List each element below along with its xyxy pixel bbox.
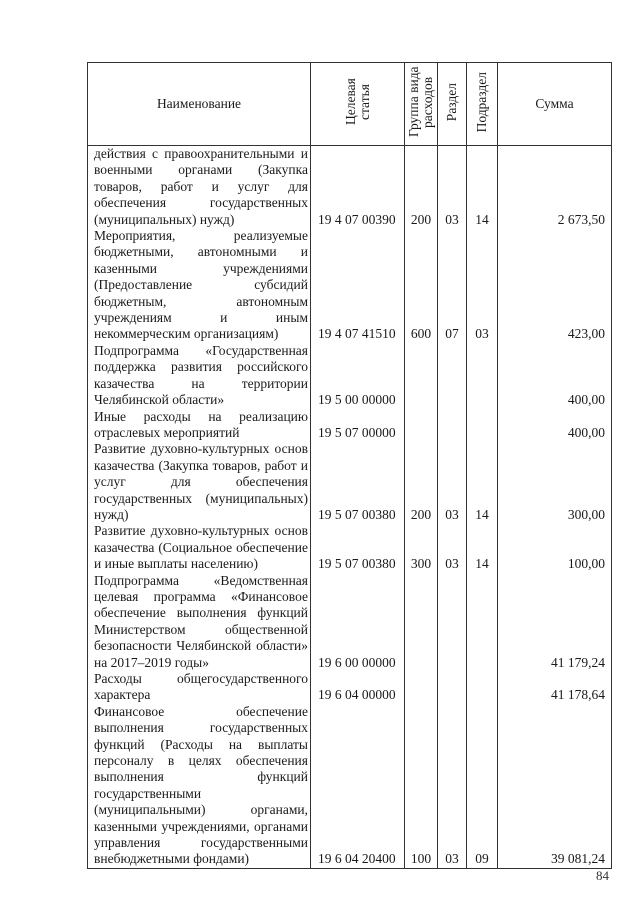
table-row	[88, 228, 612, 343]
header-section: Раздел	[438, 63, 467, 146]
row-sum: 41 178,64	[498, 671, 612, 704]
row-group: 600	[405, 228, 438, 343]
row-subsection: 14	[467, 523, 498, 572]
row-subsection	[467, 671, 498, 704]
row-name: Подпрограмма «Ведомственная целевая программа «Финансовое обеспечение выполнения функций Министерством общественной безопасности Челябинской области» на 2017–2019 годы»	[88, 573, 311, 671]
row-name: Мероприятия, реализуемые бюджетными, автономными и казенными учреждениями (Предоставление субсидий бюджетным, автономным учреждениям и иным некоммерческим организациям)	[88, 228, 311, 343]
row-section: 07	[438, 228, 467, 343]
row-section	[438, 343, 467, 409]
table-row	[88, 146, 612, 229]
row-group	[405, 409, 438, 442]
row-section	[438, 409, 467, 442]
row-article: 19 5 00 00000	[311, 343, 405, 409]
row-section: 03	[438, 146, 467, 229]
row-name: Развитие духовно-культурных основ казачества (Закупка товаров, работ и услуг для обеспечения государственных (муниципальных) нужд)	[88, 441, 311, 523]
table-row	[88, 441, 612, 523]
budget-table	[87, 62, 612, 869]
row-subsection: 03	[467, 228, 498, 343]
row-article: 19 6 04 00000	[311, 671, 405, 704]
row-group: 100	[405, 704, 438, 869]
table-row	[88, 704, 612, 869]
header-subsection: Подраздел	[467, 63, 498, 146]
row-group: 200	[405, 146, 438, 229]
row-sum: 2 673,50	[498, 146, 612, 229]
row-sum: 400,00	[498, 343, 612, 409]
row-article: 19 5 07 00380	[311, 441, 405, 523]
row-group	[405, 343, 438, 409]
row-name: Финансовое обеспечение выполнения государственных функций (Расходы на выплаты персоналу в целях обеспечения выполнения функций государственными (муниципальными) органами, казенными учреждениями, органами управления государственными внебюджетными фондами)	[88, 704, 311, 869]
row-name: Иные расходы на реализацию отраслевых мероприятий	[88, 409, 311, 442]
row-article: 19 4 07 41510	[311, 228, 405, 343]
row-subsection: 09	[467, 704, 498, 869]
page-number: 84	[596, 868, 609, 883]
row-sum: 39 081,24	[498, 704, 612, 869]
row-article: 19 6 00 00000	[311, 573, 405, 671]
budget-table-container	[87, 62, 611, 869]
row-name: Расходы общегосударственного характера	[88, 671, 311, 704]
row-name: Развитие духовно-культурных основ казачества (Социальное обеспечение и иные выплаты населению)	[88, 523, 311, 572]
row-section: 03	[438, 523, 467, 572]
row-section: 03	[438, 704, 467, 869]
row-sum: 423,00	[498, 228, 612, 343]
row-section: 03	[438, 441, 467, 523]
row-article: 19 5 07 00380	[311, 523, 405, 572]
row-name: действия с правоохранительными и военными органами (Закупка товаров, работ и услуг для обеспечения государственных (муниципальных) нужд)	[88, 146, 311, 229]
row-subsection	[467, 409, 498, 442]
row-name: Подпрограмма «Государственная поддержка развития российского казачества на территории Челябинской области»	[88, 343, 311, 409]
row-subsection: 14	[467, 146, 498, 229]
row-subsection: 14	[467, 441, 498, 523]
row-article: 19 4 07 00390	[311, 146, 405, 229]
table-body	[88, 146, 612, 869]
row-sum: 100,00	[498, 523, 612, 572]
table-row	[88, 409, 612, 442]
row-group: 300	[405, 523, 438, 572]
row-group	[405, 671, 438, 704]
header-sum: Сумма	[498, 63, 612, 146]
table-row	[88, 573, 612, 671]
table-row	[88, 671, 612, 704]
table-header	[88, 63, 612, 146]
row-article: 19 5 07 00000	[311, 409, 405, 442]
row-subsection	[467, 343, 498, 409]
header-name: Наименование	[88, 63, 311, 146]
row-section	[438, 573, 467, 671]
row-article: 19 6 04 20400	[311, 704, 405, 869]
table-row	[88, 343, 612, 409]
row-group: 200	[405, 441, 438, 523]
row-subsection	[467, 573, 498, 671]
header-group: Группа вида расходов	[405, 63, 438, 146]
header-article: Целевая статья	[311, 63, 405, 146]
row-group	[405, 573, 438, 671]
row-sum: 300,00	[498, 441, 612, 523]
row-sum: 400,00	[498, 409, 612, 442]
table-row	[88, 523, 612, 572]
row-sum: 41 179,24	[498, 573, 612, 671]
row-section	[438, 671, 467, 704]
